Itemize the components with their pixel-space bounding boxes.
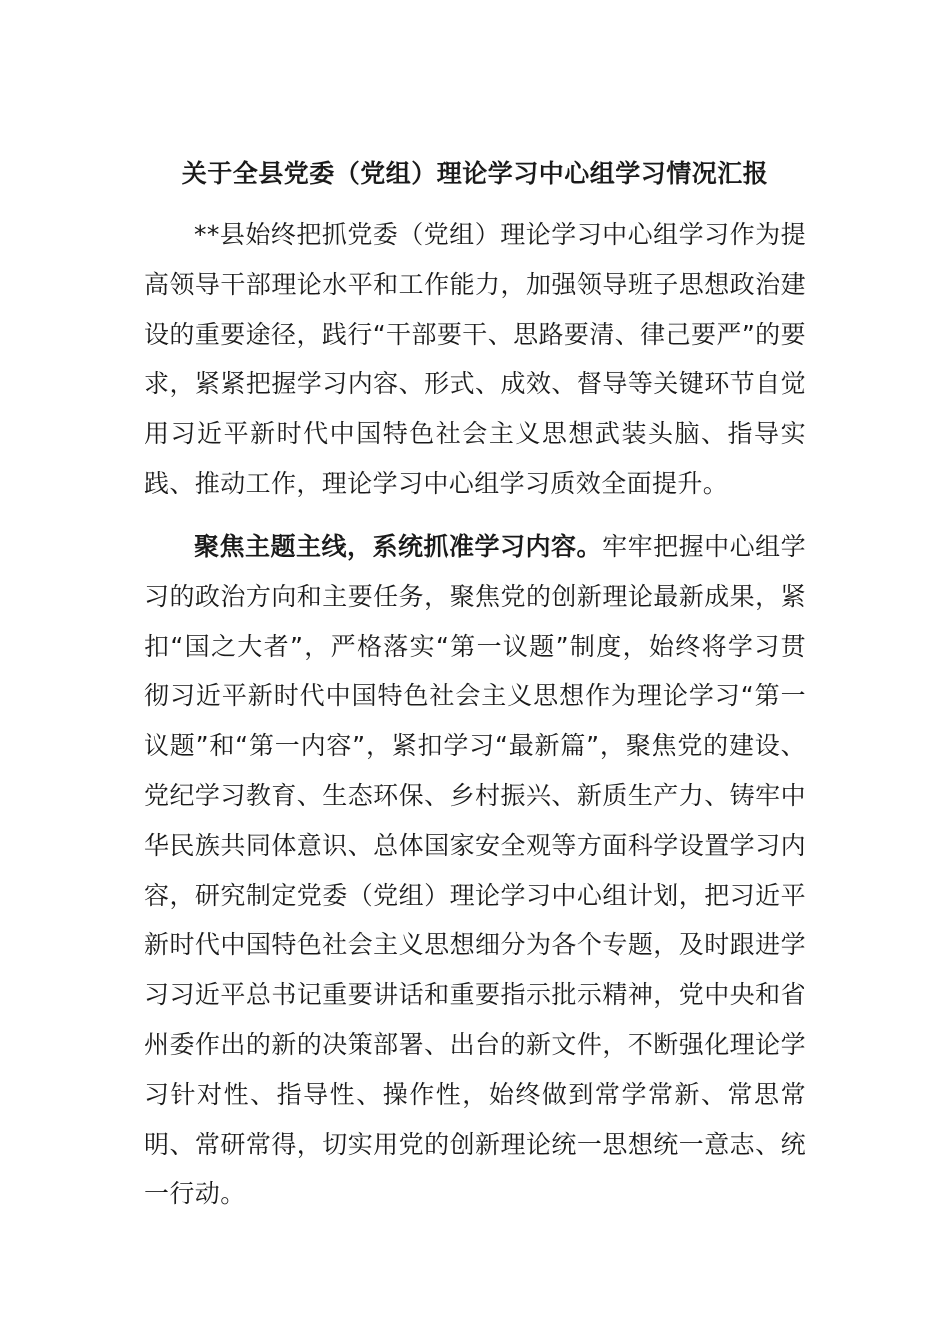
- document-title: 关于全县党委（党组）理论学习中心组学习情况汇报: [181, 159, 769, 188]
- paragraph-intro: [144, 210, 806, 509]
- paragraph-intro-text: **县始终把抓党委（党组）理论学习中心组学习作为提高领导干部理论水平和工作能力，加强领导班子思想政治建设的重要途径，践行“干部要干、思路要清、律己要严”的要求，紧紧把握学习内容、形式、成效、督导等关键环节自觉用习近平新时代中国特色社会主义思想武装头脑、指导实践、推动工作，理论学习中心组学习质效全面提升。: [144, 220, 806, 498]
- paragraph-focus-lead: 聚焦主题主线，系统抓准学习内容。: [194, 532, 603, 561]
- paragraph-focus: [144, 522, 806, 1219]
- paragraph-focus-text: 牢牢把握中心组学习的政治方向和主要任务，聚焦党的创新理论最新成果，紧扣“国之大者”，严格落实“第一议题”制度，始终将学习贯彻习近平新时代中国特色社会主义思想作为理论学习“第一议题”和“第一内容”，紧扣学习“最新篇”，聚焦党的建设、党纪学习教育、生态环保、乡村振兴、新质生产力、铸牢中华民族共同体意识、总体国家安全观等方面科学设置学习内容，研究制定党委（党组）理论学习中心组计划，把习近平新时代中国特色社会主义思想细分为各个专题，及时跟进学习习近平总书记重要讲话和重要指示批示精神，党中央和省州委作出的新的决策部署、出台的新文件，不断强化理论学习针对性、指导性、操作性，始终做到常学常新、常思常明、常研常得，切实用党的创新理论统一思想统一意志、统一行动。: [144, 532, 807, 1209]
